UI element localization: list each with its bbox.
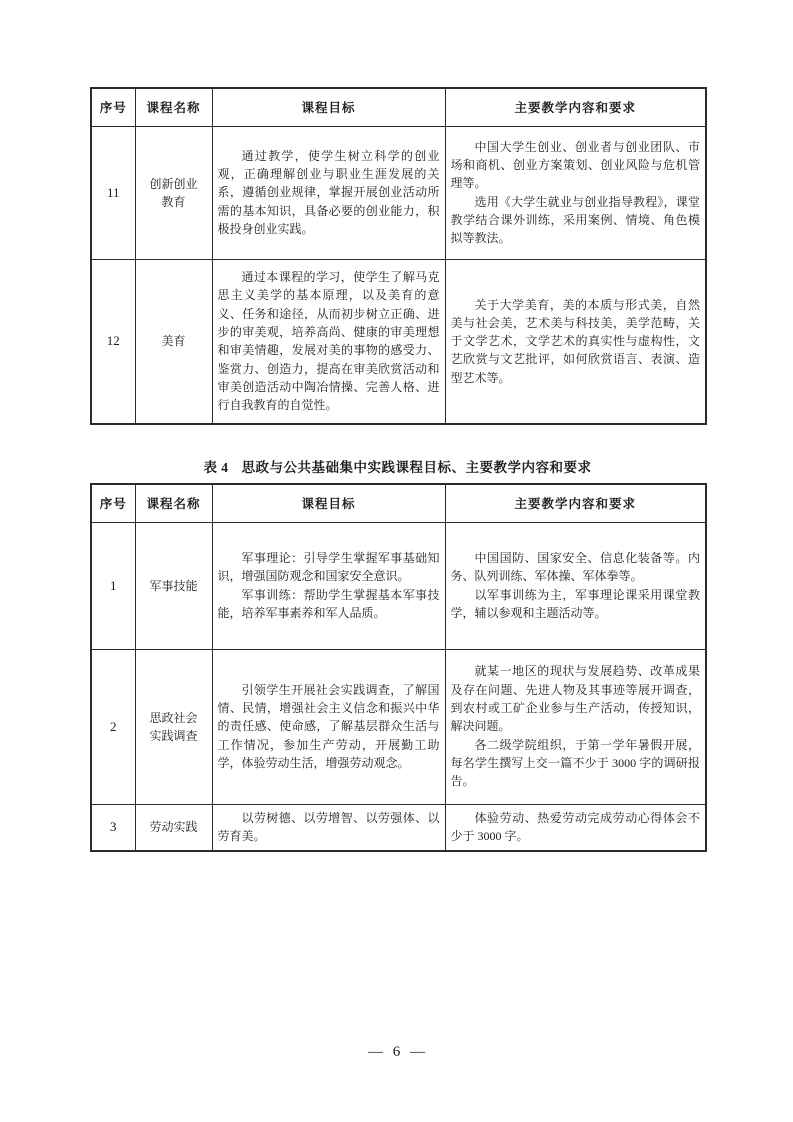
row1-objective-para2: 军事训练：帮助学生掌握基本军事技能，培养军事素养和军人品质。 xyxy=(217,587,440,620)
table4-caption-label: 表 4 xyxy=(203,460,229,475)
row1-content-para1: 中国国防、国家安全、信息化装备等。内务、队列训练、军体操、军体拳等。 xyxy=(450,550,700,584)
row11-course-name-line1: 创新创业 xyxy=(149,176,198,191)
table4-header-no: 序号 xyxy=(91,484,135,522)
table-row-1 xyxy=(91,522,706,649)
row3-content-para1: 体验劳动、热爱劳动完成劳动心得体会不少于 3000 字。 xyxy=(450,810,700,844)
table4-header-name: 课程名称 xyxy=(135,484,212,522)
row11-course-name xyxy=(135,126,212,259)
table-row-11 xyxy=(91,126,706,259)
table1-header-name: 课程名称 xyxy=(135,88,212,126)
row1-objective xyxy=(212,522,445,649)
course-table-continued xyxy=(90,87,707,425)
row1-course-name-line1: 军事技能 xyxy=(149,578,198,593)
row12-content xyxy=(445,259,706,424)
row11-objective-para1: 通过教学，使学生树立科学的创业观，正确理解创业与职业生涯发展的关系，遵循创业规律，掌握开展创业活动所需的基本知识，具备必要的创业能力，积极投身创业实践。 xyxy=(217,148,440,236)
row1-content-para2: 以军事训练为主，军事理论课采用课堂教学，辅以参观和主题活动等。 xyxy=(450,587,700,620)
table4-header-content: 主要教学内容和要求 xyxy=(445,484,706,522)
table4-caption-text: 思政与公共基础集中实践课程目标、主要教学内容和要求 xyxy=(241,460,592,475)
table4-header-row xyxy=(91,484,706,522)
row3-objective xyxy=(212,804,445,851)
practice-course-table xyxy=(90,483,707,852)
row12-content-para1: 关于大学美育，美的本质与形式美，自然美与社会美，艺术美与科技美，美学范畴，关于文学艺术，文学艺术的真实性与虚构性，文艺欣赏与文艺批评，如何欣赏语言、表演、造型艺术等。 xyxy=(450,297,700,385)
table4-header-objective: 课程目标 xyxy=(212,484,445,522)
row2-content xyxy=(445,649,706,804)
row2-course-name xyxy=(135,649,212,804)
row1-course-name xyxy=(135,522,212,649)
row12-course-name xyxy=(135,259,212,424)
row2-objective-para1: 引领学生开展社会实践调查，了解国情、民情，增强社会主义信念和振兴中华的责任感、使命感，了解基层群众生活与工作情况，参加生产劳动，开展勤工助学，体验劳动生活，增强劳动观念。 xyxy=(217,682,440,770)
page-number: — 6 — xyxy=(368,1044,425,1060)
row2-content-para2: 各二级学院组织，于第一学年暑假开展，每名学生撰写上交一篇不少于 3000 字的调研报告。 xyxy=(450,737,700,789)
row2-course-name-line2: 实践调查 xyxy=(149,728,198,743)
table1-header-row xyxy=(91,88,706,126)
row11-content-para1: 中国大学生创业、创业者与创业团队、市场和商机、创业方案策划、创业风险与危机管理等。 xyxy=(450,139,700,191)
table-row-3 xyxy=(91,804,706,851)
row2-objective xyxy=(212,649,445,804)
table1-header-content: 主要教学内容和要求 xyxy=(445,88,706,126)
row11-no: 11 xyxy=(91,126,135,259)
table1-header-no: 序号 xyxy=(91,88,135,126)
row1-no: 1 xyxy=(91,522,135,649)
row3-content xyxy=(445,804,706,851)
row11-objective xyxy=(212,126,445,259)
row3-course-name xyxy=(135,804,212,851)
row11-content-para2: 选用《大学生就业与创业指导教程》，课堂教学结合课外训练，采用案例、情境、角色模拟等教法。 xyxy=(450,194,700,246)
row12-objective xyxy=(212,259,445,424)
table-row-12 xyxy=(91,259,706,424)
table4-caption xyxy=(90,456,705,476)
row12-objective-para1: 通过本课程的学习，使学生了解马克思主义美学的基本原理，以及美育的意义、任务和途径，从而初步树立正确、进步的审美观，培养高尚、健康的审美理想和审美情趣，发展对美的事物的感受力、鉴赏力、创造力，提高在审美欣赏活动和审美创造活动中陶冶情操、完善人格、进行自我教育的自觉性。 xyxy=(217,270,440,413)
table-row-2 xyxy=(91,649,706,804)
row1-content xyxy=(445,522,706,649)
row11-course-name-line2: 教育 xyxy=(161,194,186,209)
row12-course-name-line1: 美育 xyxy=(161,334,186,349)
row3-no: 3 xyxy=(91,804,135,851)
row12-no: 12 xyxy=(91,259,135,424)
table1-header-objective: 课程目标 xyxy=(212,88,445,126)
row11-content xyxy=(445,126,706,259)
row1-objective-para1: 军事理论：引导学生掌握军事基础知识，增强国防观念和国家安全意识。 xyxy=(217,550,440,584)
row2-no: 2 xyxy=(91,649,135,804)
row3-objective-para1: 以劳树德、以劳增智、以劳强体、以劳育美。 xyxy=(217,810,440,844)
row2-course-name-line1: 思政社会 xyxy=(149,710,198,725)
row3-course-name-line1: 劳动实践 xyxy=(149,820,198,835)
row2-content-para1: 就某一地区的现状与发展趋势、改革成果及存在问题、先进人物及其事迹等展开调查，到农村或工矿企业参与生产活动，传授知识，解决问题。 xyxy=(450,664,700,734)
